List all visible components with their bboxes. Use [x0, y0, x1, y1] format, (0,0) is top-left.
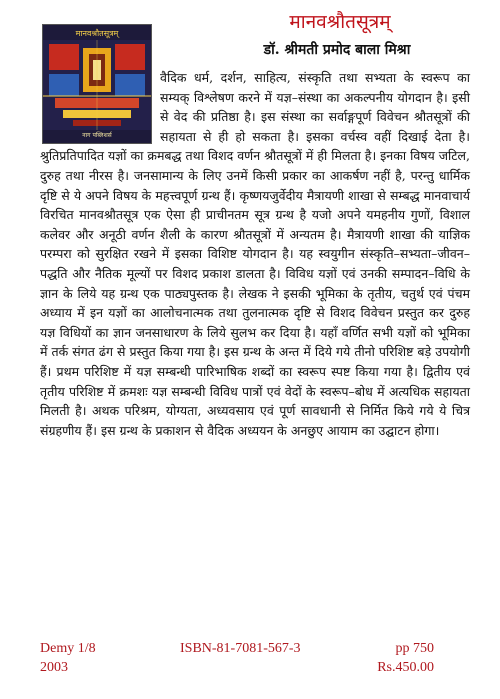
book-format: Demy 1/8 — [40, 641, 96, 656]
author-name: डॉ. श्रीमती प्रमोद बाला मिश्रा — [263, 42, 411, 58]
book-description — [40, 68, 470, 440]
book-price: Rs.450.00 — [377, 660, 434, 675]
cover-title: मानवश्रौतसूत्रम् — [75, 29, 119, 38]
book-title: मानवश्रौतसूत्रम् — [289, 11, 391, 33]
book-isbn: ISBN-81-7081-567-3 — [180, 641, 301, 656]
cover-publisher: नाग पब्लिशर्स — [82, 132, 112, 139]
cover-spacer — [40, 68, 160, 142]
page-count: pp 750 — [395, 641, 434, 656]
publication-year: 2003 — [40, 660, 68, 675]
description-text: वैदिक धर्म, दर्शन, साहित्य, संस्कृति तथा सभ्यता के स्वरूप का सम्यक् विश्लेषण करने में यज्ञ–संस्था का अकल्पनीय योगदान है। इसी से वेद की प्रतिष्ठा है। इस संस्था का सर्वाङ्गपूर्ण विवेचन श्रौतसूत्रों की सहायता से ही हो सकता है। इसका वर्चस्व वहीं दिखाई देता है। श्रुतिप्रतिपादित यज्ञों का क्रमबद्ध तथा विशद वर्णन श्रौतसूत्रों में ही मिलता है। इनका विषय जटिल, दुरुह तथा नीरस है। जनसामान्य के लिए उनमें किसी प्रकार का आकर्षण नहीं है, परन्तु धार्मिक दृष्टि से ये अपने विषय के महत्त्वपूर्ण ग्रन्थ हैं। कृष्णयजुर्वेदीय मैत्रायणी शाखा से सम्बद्ध मानवाचार्य विरचित मानवश्रौतसूत्र एक ऐसा ही प्राचीनतम सूत्र ग्रन्थ है यजो अपने यमहनीय गुणों, विशाल कलेवर और अनूठी वर्णन शैली के कारण श्रौतसूत्रों में अन्यतम है। मैत्रायणी शाखा की याज्ञिक परम्परा को सुरक्षित रखने में इसका विशिष्ट योगदान है। यह स्वयुगीन संस्कृति–सभ्यता–जीवन–पद्धति और नैतिक मूल्यों पर विशद प्रकाश डालता है। विविध यज्ञों एवं उनकी सम्पादन–विधि के ज्ञान के लिये यह ग्रन्थ एक पाठ्यपुस्तक है। लेखक ने इसकी भूमिका के तृतीय, चतुर्थ एवं पंचम अध्याय में इन यज्ञों का आलोचनात्मक तथा तुलनात्मक दृष्टि से विशद विवेचन प्रस्तुत कर दुरुह यज्ञ विधियों का ज्ञान जनसाधारण के लिये सुलभ कर दिया है। यहाँ वर्णित सभी यज्ञों को भूमिका में तर्क संगत ढंग से प्रस्तुत किया गया है। इस ग्रन्थ के अन्त में दिये गये तीनो परिशिष्ट बड़े उपयोगी हैं। प्रथम परिशिष्ट में यज्ञ सम्बन्धी पारिभाषिक शब्दों का स्वरूप स्पष्ट किया गया है। द्वितीय एवं तृतीय परिशिष्ट में क्रमशः यज्ञ सम्बन्धी विविध पात्रों एवं वेदों के स्वरूप–बोध में अत्यधिक सहायता मिलती है। अथक परिश्रम, योग्यता, अध्यवसाय एवं पूर्ण सावधानी से निर्मित किये गये ये चित्र संग्रहणीय हैं। इस ग्रन्थ के प्रकाशन से वैदिक अध्ययन के अनछुए आयाम का उद्घाटन होगा। — [40, 70, 470, 438]
